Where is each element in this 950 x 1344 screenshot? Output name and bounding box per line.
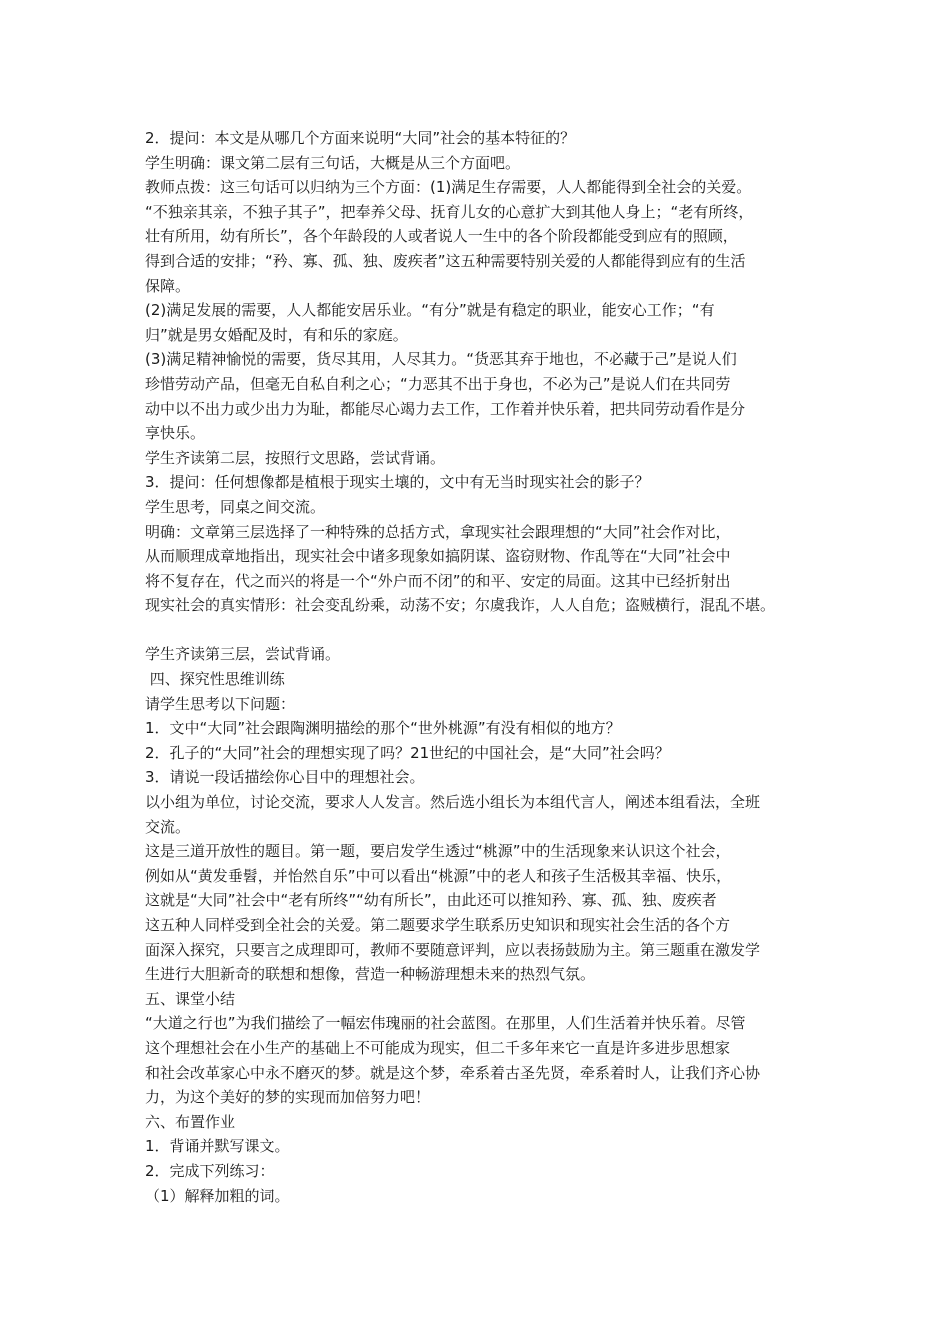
text-line: “不独亲其亲，不独子其子”，把奉养父母、抚育儿女的心意扩大到其他人身上；“老有所终， <box>145 202 754 221</box>
text-line: 明确：文章第三层选择了一种特殊的总括方式，拿现实社会跟理想的“大同”社会作对比， <box>145 522 731 541</box>
text-line: 2．完成下列练习： <box>145 1161 275 1180</box>
text-line: 这五种人同样受到全社会的关爱。第二题要求学生联系历史知识和现实社会生活的各个方 <box>145 916 731 934</box>
text-line: 保障。 <box>145 276 191 295</box>
text-line: 请学生思考以下问题： <box>145 694 296 713</box>
text-line: 现实社会的真实情形：社会变乱纷乘，动荡不安；尔虞我诈，人人自危；盗贼横行，混乱不堪。 <box>145 596 776 615</box>
text-line: 享快乐。 <box>145 424 206 443</box>
text-line: 动中以不出力或少出力为耻，都能尽心竭力去工作，工作着并快乐着，把共同劳动看作是分 <box>145 399 746 418</box>
text-line: 3．请说一段话描绘你心目中的理想社会。 <box>145 768 425 787</box>
text-line: 力，为这个美好的梦的实现而加倍努力吧！ <box>145 1088 431 1107</box>
text-line: 以小组为单位，讨论交流，要求人人发言。然后选小组长为本组代言人，阐述本组看法，全班 <box>145 793 761 812</box>
text-line: 学生明确：课文第二层有三句话，大概是从三个方面吧。 <box>145 153 521 172</box>
text-line: 2．提问：本文是从哪几个方面来说明“大同”社会的基本特征的？ <box>145 129 576 147</box>
text-line: 四、探究性思维训练 <box>145 670 285 689</box>
text-line: 例如从“黄发垂髫，并怡然自乐”中可以看出“桃源”中的老人和孩子生活极其幸福、快乐， <box>145 866 732 885</box>
blank-line <box>145 618 822 643</box>
text-line: (3)满足精神愉悦的需要，货尽其用，人尽其力。“货恶其弃于地也，不必藏于己”是说人们 <box>145 350 737 369</box>
text-line: 2．孔子的“大同”社会的理想实现了吗？21世纪的中国社会，是“大同”社会吗？ <box>145 743 670 762</box>
text-line: 面深入探究，只要言之成理即可，教师不要随意评判，应以表扬鼓励为主。第三题重在激发学 <box>145 940 761 959</box>
text-line: 1．背诵并默写课文。 <box>145 1137 290 1156</box>
text-line: 生进行大胆新奇的联想和想像，营造一种畅游理想未来的热烈气氛。 <box>145 965 596 984</box>
text-line: 学生齐读第三层，尝试背诵。 <box>145 645 341 664</box>
text-line: 这就是“大同”社会中“老有所终”“幼有所长”，由此还可以推知矜、寡、孤、独、废疾者 <box>145 891 717 910</box>
text-line: 得到合适的安排；“矜、寡、孤、独、废疾者”这五种需要特别关爱的人都能得到应有的生活 <box>145 251 746 270</box>
text-line: (2)满足发展的需要，人人都能安居乐业。“有分”就是有稳定的职业，能安心工作；“有 <box>145 301 715 320</box>
text-line: 从而顺理成章地指出，现实社会中诸多现象如搞阴谋、盗窃财物、作乱等在“大同”社会中 <box>145 547 731 566</box>
text-line: 1．文中“大同”社会跟陶渊明描绘的那个“世外桃源”有没有相似的地方？ <box>145 719 621 738</box>
text-line: （1）解释加粗的词。 <box>145 1186 290 1205</box>
text-line: 壮有所用，幼有所长”，各个年龄段的人或者说人一生中的各个阶段都能受到应有的照顾， <box>145 227 738 246</box>
text-line: 将不复存在，代之而兴的将是一个“外户而不闭”的和平、安定的局面。这其中已经折射出 <box>145 571 731 590</box>
text-line: 交流。 <box>145 817 191 836</box>
text-line: 这是三道开放性的题目。第一题，要启发学生透过“桃源”中的生活现象来认识这个社会， <box>145 842 731 861</box>
text-line: 和社会改革家心中永不磨灭的梦。就是这个梦，牵系着古圣先贤，牵系着时人，让我们齐心协 <box>145 1063 761 1082</box>
text-line: 3．提问：任何想像都是植根于现实土壤的，文中有无当时现实社会的影子？ <box>145 473 650 492</box>
text-line: 学生思考，同桌之间交流。 <box>145 497 326 516</box>
text-line: 五、课堂小结 <box>145 989 236 1008</box>
text-line: 珍惜劳动产品，但毫无自私自利之心；“力恶其不出于身也，不必为己”是说人们在共同劳 <box>145 374 731 393</box>
text-line: “大道之行也”为我们描绘了一幅宏伟瑰丽的社会蓝图。在那里，人们生活着并快乐着。尽管 <box>145 1014 746 1033</box>
text-line: 这个理想社会在小生产的基础上不可能成为现实，但二千多年来它一直是许多进步思想家 <box>145 1038 731 1057</box>
text-line: 学生齐读第二层，按照行文思路，尝试背诵。 <box>145 448 446 467</box>
text-line: 归”就是男女婚配及时，有和乐的家庭。 <box>145 325 408 344</box>
text-line: 教师点拨：这三句话可以归纳为三个方面：(1)满足生存需要，人人都能得到全社会的关爱。 <box>145 178 752 197</box>
text-line: 六、布置作业 <box>145 1112 236 1131</box>
